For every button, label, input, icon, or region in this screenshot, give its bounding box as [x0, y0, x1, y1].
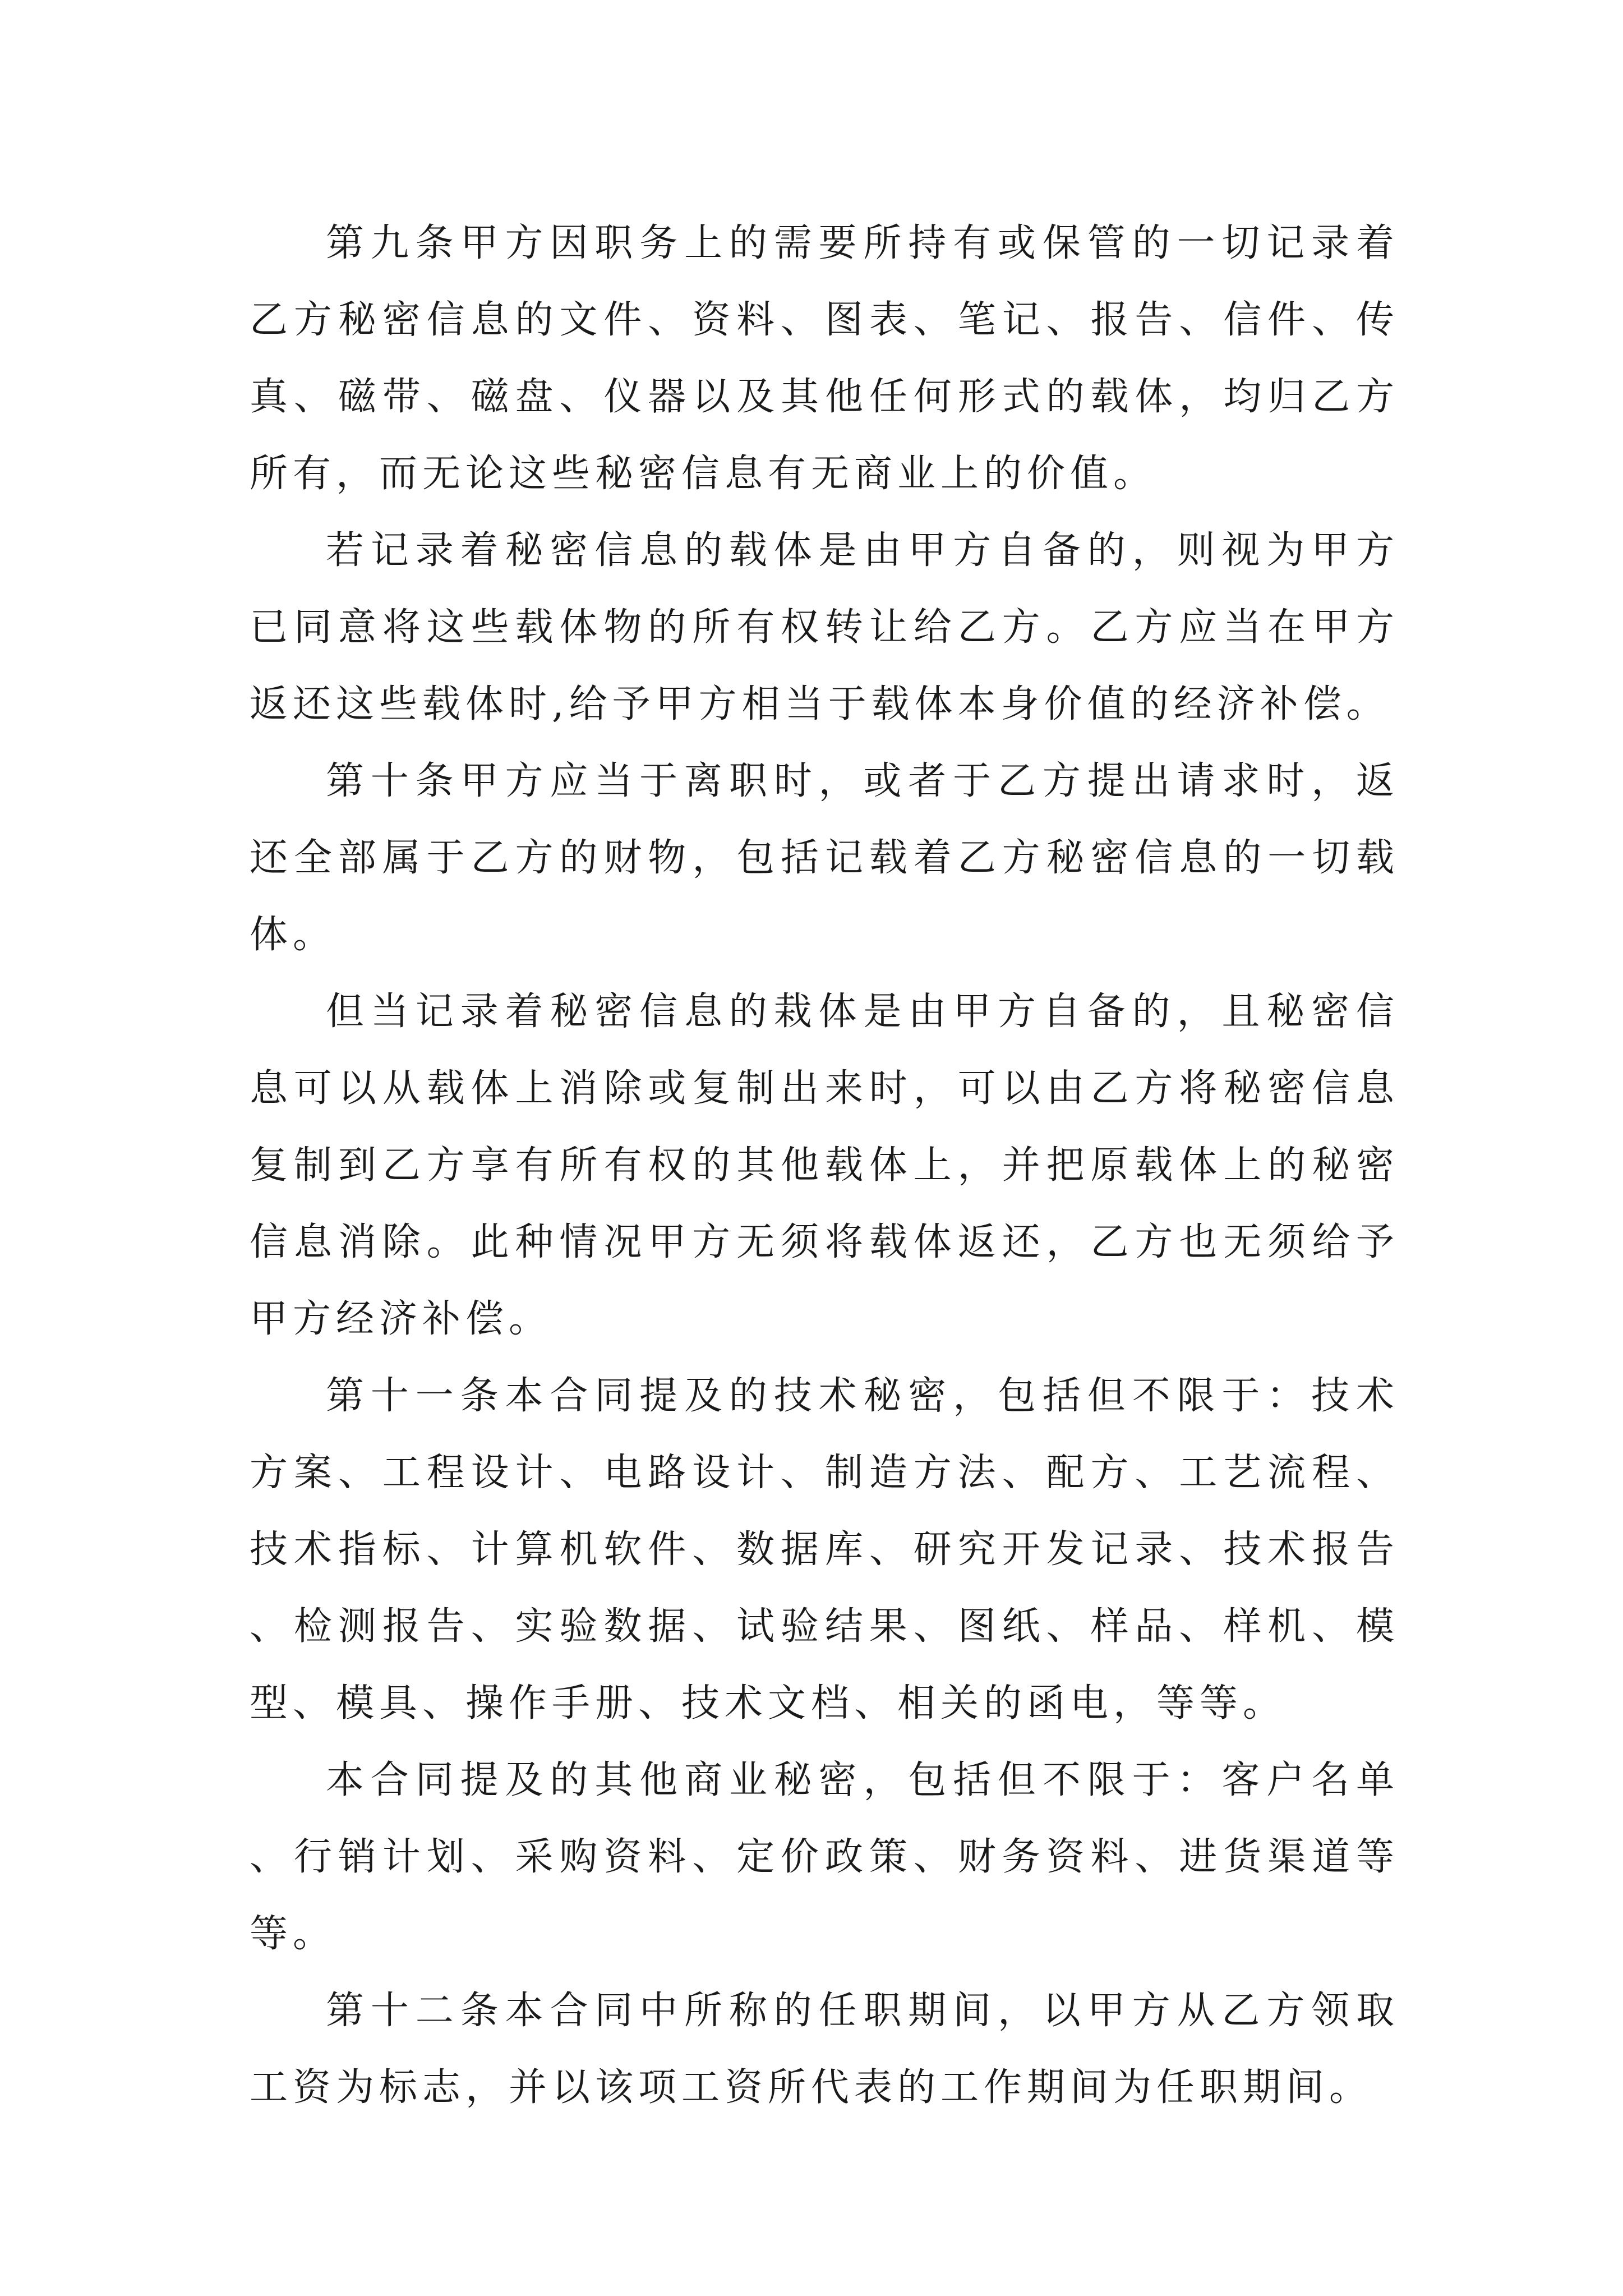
paragraph-article-11: 第十一条本合同提及的技术秘密，包括但不限于：技术方案、工程设计、电路设计、制造方法、配方、工艺流程、技术指标、计算机软件、数据库、研究开发记录、技术报告、检测报告、实验数据、试验结果、图纸、样品、样机、模型、模具、操作手册、技术文档、相关的函电，等等。	[250, 1374, 1399, 1726]
document-body	[250, 205, 1399, 2126]
paragraph-article-10-exception: 但当记录着秘密信息的栽体是由甲方自备的，且秘密信息可以从载体上消除或复制出来时，可以由乙方将秘密信息复制到乙方享有所有权的其他载体上，并把原载体上的秘密信息消除。此种情况甲方无须将载体返还，乙方也无须给予甲方经济补偿。	[250, 990, 1399, 1341]
paragraph-article-11-other-secrets: 本合同提及的其他商业秘密，包括但不限于：客户名单、行销计划、采购资料、定价政策、财务资料、进货渠道等等。	[250, 1758, 1399, 1956]
paragraph-article-9-carrier: 若记录着秘密信息的载体是由甲方自备的，则视为甲方已同意将这些载体物的所有权转让给乙方。乙方应当在甲方返还这些载体时,给予甲方相当于载体本身价值的经济补偿。	[250, 528, 1399, 726]
paragraph-article-10: 第十条甲方应当于离职时，或者于乙方提出请求时，返还全部属于乙方的财物，包括记载着乙方秘密信息的一切载体。	[250, 759, 1399, 957]
paragraph-article-12: 第十二条本合同中所称的任职期间，以甲方从乙方领取工资为标志，并以该项工资所代表的工作期间为任职期间。	[250, 1989, 1399, 2110]
paragraph-article-9: 第九条甲方因职务上的需要所持有或保管的一切记录着乙方秘密信息的文件、资料、图表、笔记、报告、信件、传真、磁带、磁盘、仪器以及其他任何形式的载体，均归乙方所有，而无论这些秘密信息有无商业上的价值。	[250, 221, 1399, 496]
